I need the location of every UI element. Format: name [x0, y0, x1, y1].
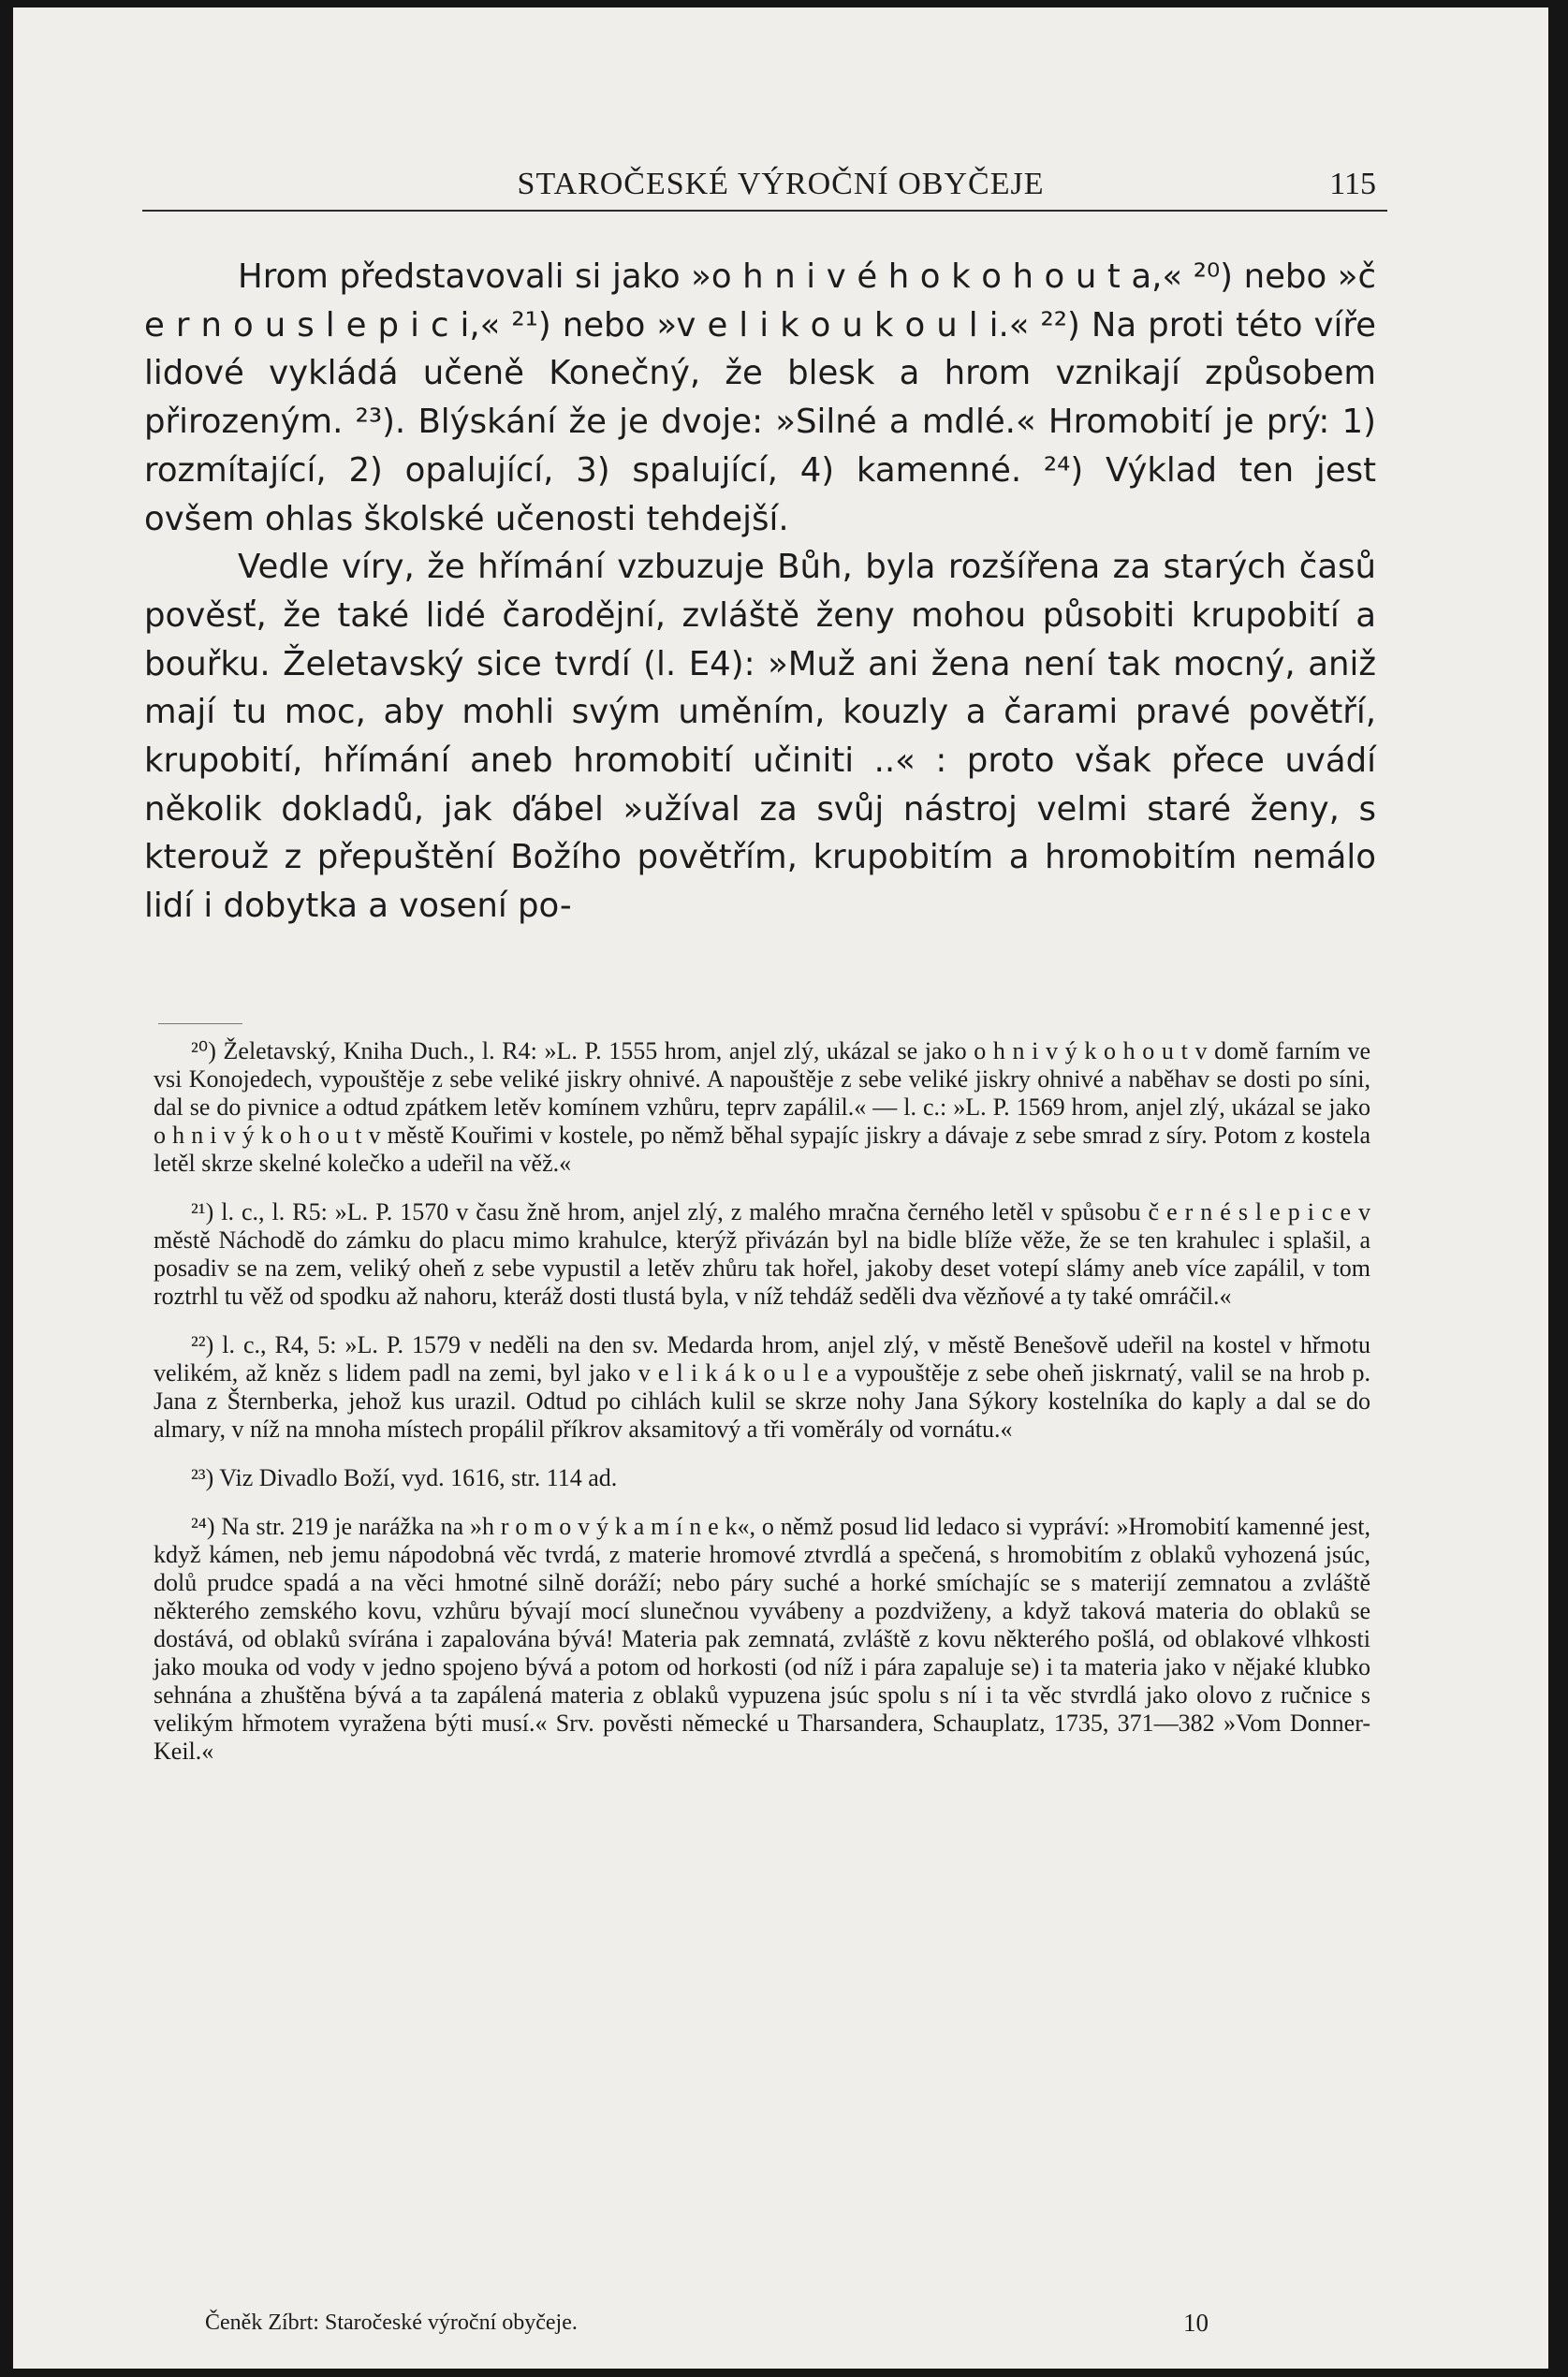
printer-signature: Čeněk Zíbrt: Staročeské výroční obyčeje. — [205, 2311, 578, 2335]
footnote-24: ²⁴) Na str. 219 je narážka na »h r o m o v ý k a m í n e k«, o němž posud lid ledaco si vypráví: »Hromobití kamenné jest, když kámen, neb jemu nápodobná věc tvrdá, z materie hromové ztvrdlá a spečená, s hromobitím z oblaků vyhozená jsúc, dolů prudce spadá a na věci hmotné silně doráží; nebo páry suché a horké smíchajíc se s materijí zemnatou a zvláště některého zemského kovu, vzhůru bývají mocí slunečnou vyvábeny a pozdviženy, a když taková materia do oblaků se dostává, od oblaků svírána i zapalována bývá! Materia pak zemnatá, zvláště z kovu některého pošlá, od oblakové vlhkosti jako mouka od vody v jedno spojeno bývá a potom od horkosti (od níž i pára zapaluje se) i ta materia jako v nějaké klubko sehnána a zhuštěna bývá a ta zapálená materia z oblaků vypuzena jsúc spolu s ní i ta věc stvrdlá jako olovo z ručnice s velikým hřmotem vyražena býti musí.« Srv. pověsti německé u Tharsandera, Schauplatz, 1735, 371—382 »Vom Donner-Keil.« — [154, 1513, 1370, 1765]
header-rule — [142, 210, 1387, 212]
footnote-21: ²¹) l. c., l. R5: »L. P. 1570 v času žně hrom, anjel zlý, z malého mračna černého letěl v spůsobu č e r n é s l e p i c e v městě Náchodě do zámku do placu mimo krahulce, kterýž přivázán byl na bidle blíže věže, že se ten krahulec i splašil, a posadiv se na zem, veliký oheň z sebe vypustil a letěv zhůru tak hořel, jakoby deset votepí slámy aneb více zapálil, v tom roztrhl tu věž od spodku až nahoru, kteráž dosti tlustá byla, v níž tehdáž seděli dva vězňové a ty také omráčil.« — [154, 1198, 1370, 1310]
page-number: 115 — [1329, 167, 1376, 201]
sheet-number: 10 — [1183, 2309, 1209, 2337]
footnote-20: ²⁰) Želetavský, Kniha Duch., l. R4: »L. P. 1555 hrom, anjel zlý, ukázal se jako o h n i v ý k o h o u t v domě farním ve vsi Konojedech, vypouštěje z sebe veliké jiskry ohnivé. A napouštěje z sebe veliké jiskry ohnivé a naběhav se dosti po síni, dal se do pivnice a odtud zpátkem letěv komínem vzhůru, teprv zapálil.« — l. c.: »L. P. 1569 hrom, anjel zlý, ukázal se jako o h n i v ý k o h o u t v městě Kouřimi v kostele, po němž běhal sypajíc jiskry a dávaje z sebe smrad z síry. Potom z kostela letěl skrze skelné kolečko a udeřil na věž.« — [154, 1037, 1370, 1177]
footnote-23: ²³) Viz Divadlo Boží, vyd. 1616, str. 114 ad. — [191, 1464, 618, 1491]
footnotes — [154, 1037, 1370, 1786]
body-paragraph-2: Vedle víry, že hřímání vzbuzuje Bůh, byla rozšířena za starých časů pověsť, že také lidé čarodějní, zvláště ženy mohou působiti krupobití a bouřku. Želetavský sice tvrdí (l. E4): »Muž ani žena není tak mocný, aniž mají tu moc, aby mohli svým uměním, kouzly a čarami pravé povětří, krupobití, hřímání aneb hromobití učiniti ..« : proto však přece uvádí několik dokladů, jak ďábel »užíval za svůj nástroj velmi staré ženy, s kterouž z přepuštění Božího povětřím, krupobitím a hromobitím nemálo lidí i dobytka a vosení po- — [144, 548, 1376, 926]
running-header-title: STAROČESKÉ VÝROČNÍ OBYČEJE — [517, 167, 1045, 201]
main-text — [144, 253, 1376, 931]
footnote-22: ²²) l. c., R4, 5: »L. P. 1579 v neděli na den sv. Medarda hrom, anjel zlý, v městě Benešově udeřil na kostel v hřmotu velikém, až kněz s lidem padl na zemi, byl jako v e l i k á k o u l e a vypouštěje z sebe oheň jiskrnatý, valil se na hrob p. Jana z Šternberka, jehož kus urazil. Odtud po cihlách kulil se skrze nohy Jana Sýkory kostelníka do kaply a dal se do almary, v níž na mnoha místech propálil příkrov aksamitový a tři voměrály od vornátu.« — [154, 1331, 1370, 1443]
body-paragraph-1: Hrom představovali si jako »o h n i v é h o k o h o u t a,« ²⁰) nebo »č e r n o u s l e p i c i,« ²¹) nebo »v e l i k o u k o u l i.« ²²) Na proti této víře lidové vykládá učeně Konečný, že blesk a hrom vznikají způsobem přirozeným. ²³). Blýskání že je dvoje: »Silné a mdlé.« Hromobití je prý: 1) rozmítající, 2) opalující, 3) spalující, 4) kamenné. ²⁴) Výklad ten jest ovšem ohlas školské učenosti tehdejší. — [144, 257, 1376, 538]
footnote-separator — [158, 1023, 242, 1024]
book-page — [13, 7, 1548, 2369]
